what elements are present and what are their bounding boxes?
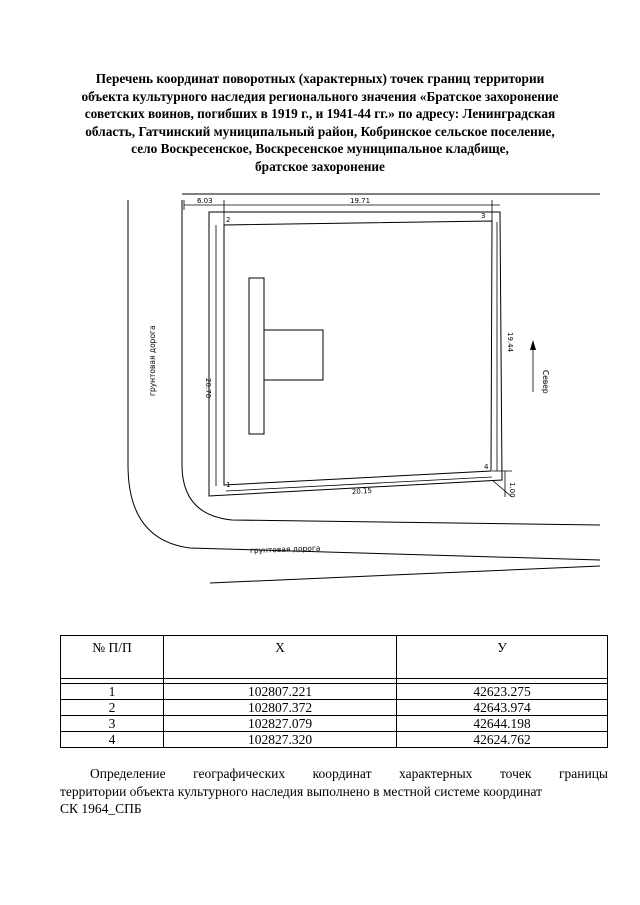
column-header-number: № П/П [61, 636, 164, 679]
memorial-horizontal-block [264, 330, 323, 380]
point-label-4: 4 [484, 463, 489, 471]
north-arrow-icon [530, 340, 536, 392]
road-edge-bottom [210, 566, 600, 583]
road-edges [128, 194, 600, 583]
note-line-1: Определение географических координат характерных точек границы [90, 766, 608, 781]
dim-label-right: 19.44 [506, 332, 514, 353]
note-line [60, 765, 608, 783]
memorial-vertical-block [249, 278, 264, 434]
cell-number: 4 [61, 732, 164, 748]
table-row [61, 684, 608, 700]
column-header-y: У [397, 636, 608, 679]
cell-number: 3 [61, 716, 164, 732]
title-line: село Воскресенское, Воскресенское муниципальное кладбище, [131, 141, 509, 157]
title-line: область, Гатчинский муниципальный район, Кобринское сельское поселение, [85, 123, 555, 139]
dim-label-bottom-right: 1.00 [508, 482, 516, 498]
dim-label-bottom: 20.15 [351, 486, 373, 496]
point-label-2: 2 [226, 216, 231, 224]
note-line-2: территории объекта культурного наследия выполнено в местной системе координат [60, 783, 543, 799]
outer-boundary [209, 212, 502, 496]
table-row [61, 732, 608, 748]
cell-x: 102827.320 [164, 732, 397, 748]
dim-label-left: 20.70 [204, 378, 212, 399]
dim-label-top: 19.71 [350, 197, 371, 205]
north-label: Север [541, 370, 550, 394]
table-header-row [61, 636, 608, 679]
cell-x: 102827.079 [164, 716, 397, 732]
cell-y: 42643.974 [397, 700, 608, 716]
road-edge-left [128, 200, 600, 560]
cell-y: 42644.198 [397, 716, 608, 732]
title-line: советских воинов, погибших в 1919 г., и 1941-44 гг.» по адресу: Ленинградская [84, 106, 556, 122]
title-line: братское захоронение [255, 158, 385, 174]
point-label-1: 1 [226, 481, 231, 489]
title-line: объекта культурного наследия регионального значения «Братское захоронение [81, 88, 559, 104]
cell-y: 42624.762 [397, 732, 608, 748]
cell-x: 102807.221 [164, 684, 397, 700]
dim-label-top-left: 6.03 [197, 197, 213, 205]
table-row [61, 700, 608, 716]
title-line: Перечень координат поворотных (характерных) точек границ территории [95, 71, 545, 86]
road-label-vertical: грунтовая дорога [148, 325, 157, 396]
cell-number: 1 [61, 684, 164, 700]
cell-x: 102807.372 [164, 700, 397, 716]
road-label-horizontal: грунтовая дорога [249, 543, 321, 555]
note-line-3: СК 1964_СПБ [60, 801, 142, 816]
table-row [61, 716, 608, 732]
dimension-lines [184, 200, 512, 497]
coordinates-table [60, 635, 608, 748]
cell-y: 42623.275 [397, 684, 608, 700]
point-label-3: 3 [481, 212, 486, 220]
column-header-x: Х [164, 636, 397, 679]
coordinate-system-note [60, 765, 608, 818]
cell-number: 2 [61, 700, 164, 716]
